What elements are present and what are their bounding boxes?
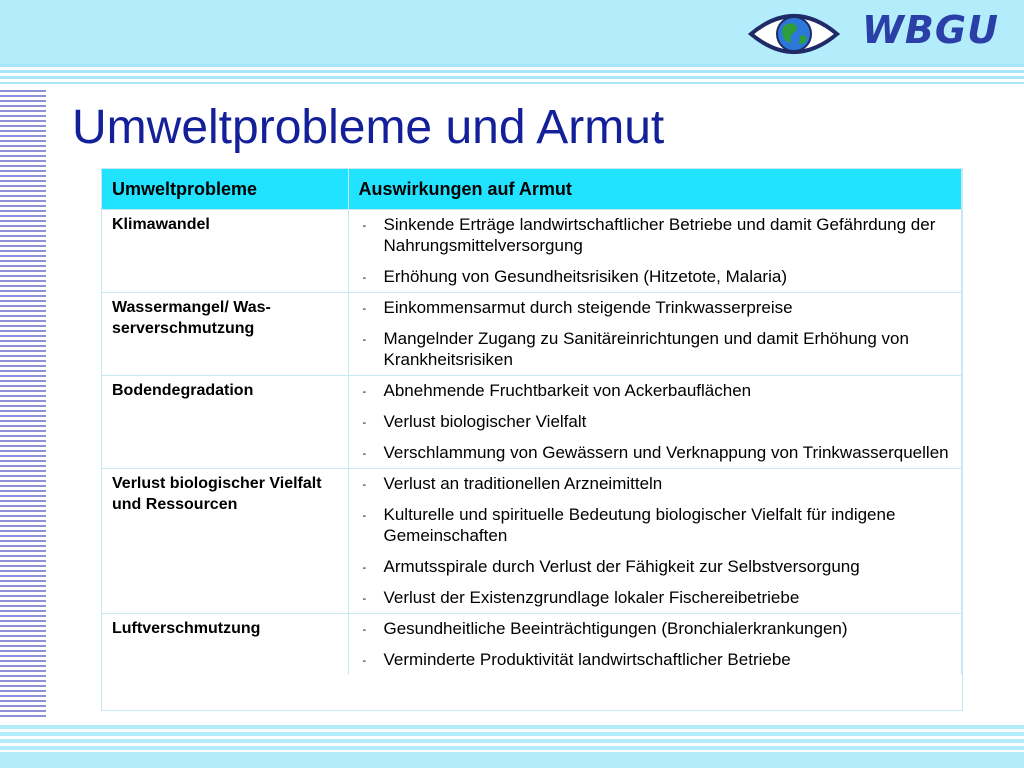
list-item: - Mangelnder Zugang zu Sanitäreinrichtungen und damit Erhöhung von Krankheitsrisiken (359, 328, 952, 370)
effects-list (359, 214, 952, 287)
row-effects (348, 469, 962, 614)
list-item: - Verlust der Existenzgrundlage lokaler Fischereibetriebe (359, 587, 952, 608)
table-row (102, 614, 962, 676)
row-category: Klimawandel (102, 210, 348, 293)
left-stripe-decoration (0, 90, 46, 720)
table-body (102, 210, 962, 676)
table (102, 169, 962, 675)
wbgu-logo-text: WBGU (862, 8, 999, 52)
effects-list (359, 380, 952, 463)
row-effects (348, 210, 962, 293)
footer-band (0, 752, 1024, 768)
effects-list (359, 297, 952, 370)
poverty-table (101, 168, 963, 711)
table-row (102, 210, 962, 293)
footer-stripes (0, 722, 1024, 756)
row-effects (348, 293, 962, 376)
list-item: - Armutsspirale durch Verlust der Fähigkeit zur Selbstversorgung (359, 556, 952, 577)
row-category: Bodendegradation (102, 376, 348, 469)
row-category: Verlust biologischer Vielfalt und Ressourcen (102, 469, 348, 614)
list-item: - Verschlammung von Gewässern und Verknappung von Trinkwasserquellen (359, 442, 952, 463)
list-item: - Kulturelle und spirituelle Bedeutung biologischer Vielfalt für indigene Gemeinschaften (359, 504, 952, 546)
effects-list (359, 473, 952, 608)
list-item: - Abnehmende Fruchtbarkeit von Ackerbauflächen (359, 380, 952, 401)
header-auswirkungen: Auswirkungen auf Armut (348, 169, 962, 210)
table-row (102, 376, 962, 469)
list-item: - Verlust biologischer Vielfalt (359, 411, 952, 432)
list-item: - Verlust an traditionellen Arzneimitteln (359, 473, 952, 494)
table-row (102, 293, 962, 376)
row-category: Luftverschmutzung (102, 614, 348, 676)
effects-list (359, 618, 952, 670)
table-row (102, 469, 962, 614)
list-item: - Sinkende Erträge landwirtschaftlicher Betriebe und damit Gefährdung der Nahrungsmittelversorgung (359, 214, 952, 256)
slide-title: Umweltprobleme und Armut (72, 101, 665, 154)
eye-globe-icon (748, 6, 840, 62)
list-item: - Verminderte Produktivität landwirtschaftlicher Betriebe (359, 649, 952, 670)
table-header-row (102, 169, 962, 210)
row-effects (348, 376, 962, 469)
row-effects (348, 614, 962, 676)
row-category: Wassermangel/ Was-serverschmutzung (102, 293, 348, 376)
list-item: - Gesundheitliche Beeinträchtigungen (Bronchialerkrankungen) (359, 618, 952, 639)
list-item: - Einkommensarmut durch steigende Trinkwasserpreise (359, 297, 952, 318)
list-item: - Erhöhung von Gesundheitsrisiken (Hitzetote, Malaria) (359, 266, 952, 287)
header-stripes (0, 64, 1024, 84)
header-umweltprobleme: Umweltprobleme (102, 169, 348, 210)
